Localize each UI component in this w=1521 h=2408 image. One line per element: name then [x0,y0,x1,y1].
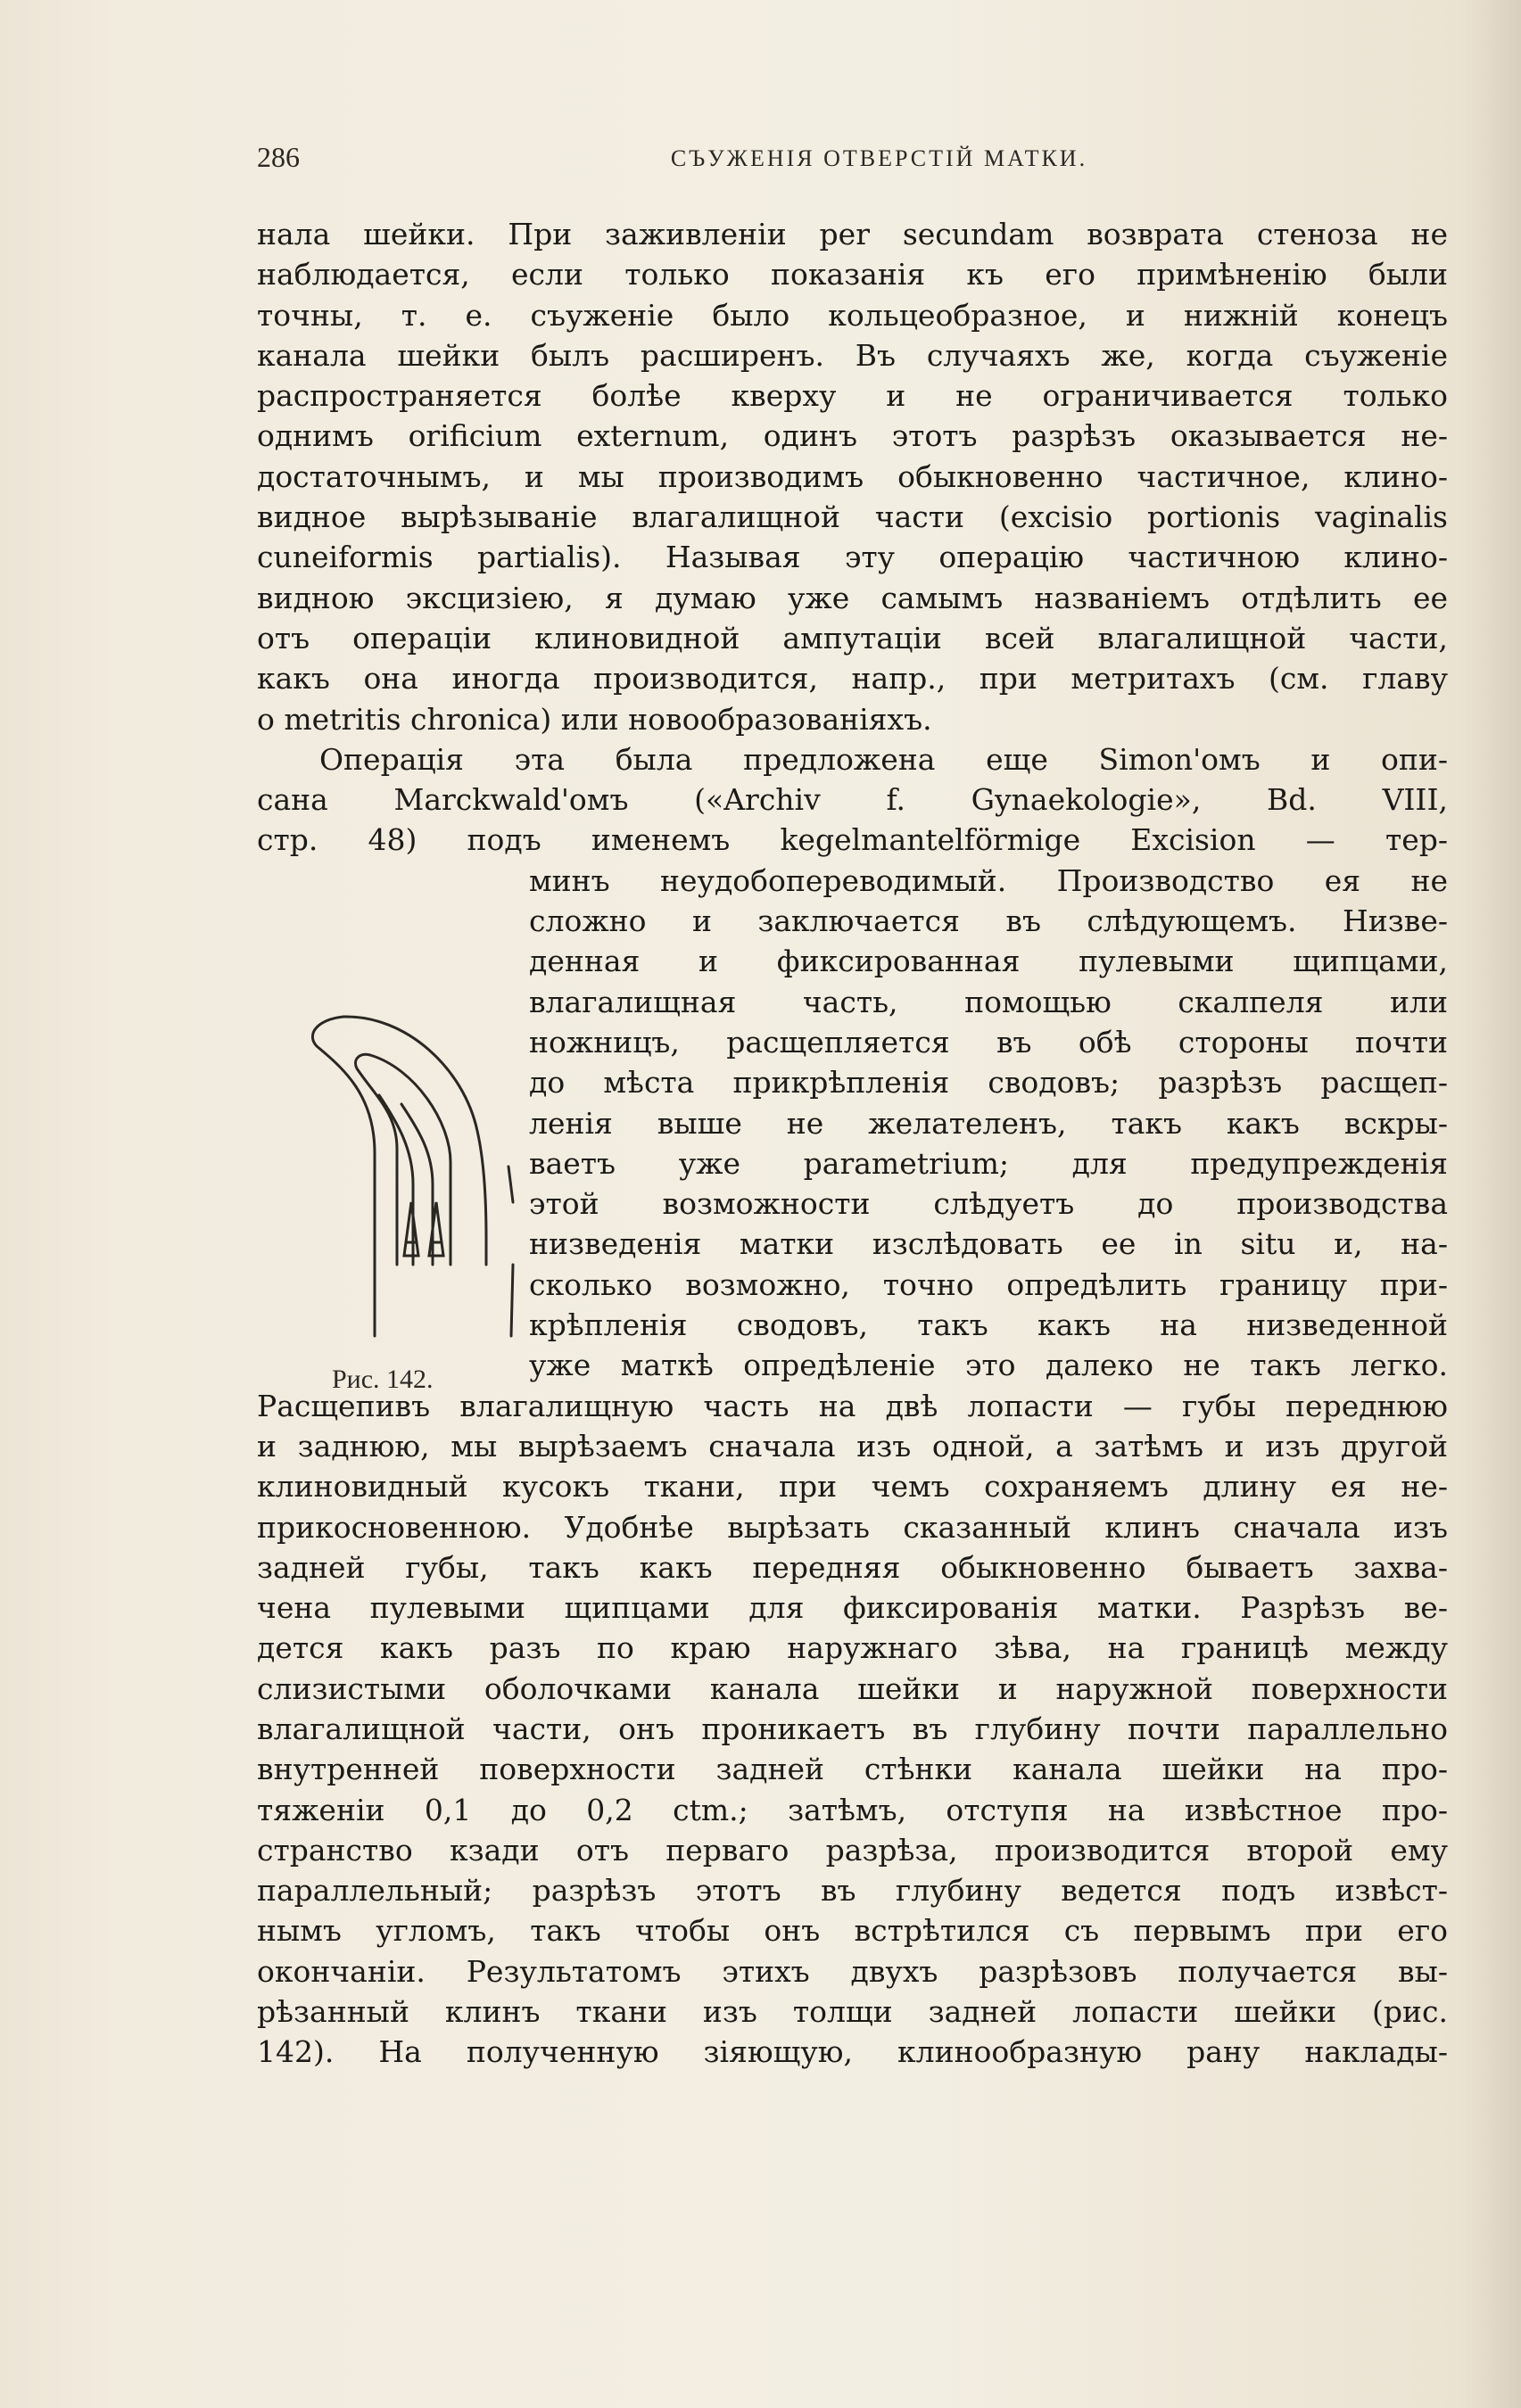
page-number: 286 [257,141,300,173]
text-line: отъ операціи клиновидной ампутаціи всей влагалищной части, [257,620,1448,656]
figure-caption: Рис. 142. [332,1365,434,1394]
text-line: ваетъ уже parametrium; для предупрежденія [529,1145,1448,1181]
text-line: Операція эта была предложена еще Simon'омъ и опи- [319,741,1448,777]
text-line: низведенія матки изслѣдовать ее in situ и, на- [529,1226,1448,1262]
text-line: какъ она иногда производится, напр., при метритахъ (см. главу [257,661,1448,697]
page-header [257,141,1448,177]
text-line: нала шейки. При заживленіи per secundam возврата стеноза не [257,217,1448,252]
text-line: 142). На полученную зіяющую, клинообразную рану наклады- [257,2034,1448,2070]
text-line: до мѣста прикрѣпленія сводовъ; разрѣзъ расщеп- [529,1065,1448,1101]
text-line: уже маткѣ опредѣленіе это далеко не такъ легко. [529,1348,1448,1383]
text-line: дется какъ разъ по краю наружнаго зѣва, на границѣ между [257,1630,1448,1666]
text-line: сана Marckwald'омъ («Archiv f. Gynaekologie», Bd. VIII, [257,782,1448,818]
text-line: стр. 48) подъ именемъ kegelmantelförmige Excision — тер- [257,822,1448,858]
text-line: параллельный; разрѣзъ этотъ въ глубину ведется подъ извѣст- [257,1873,1448,1909]
text-line: денная и фиксированная пулевыми щипцами, [529,944,1448,979]
text-line: этой возможности слѣдуетъ до производства [529,1186,1448,1222]
text-line: видною эксцизіею, я думаю уже самымъ названіемъ отдѣлить ее [257,580,1448,615]
text-line: задней губы, такъ какъ передняя обыкновенно бываетъ захва- [257,1549,1448,1585]
text-line: минъ неудобопереводимый. Производство ея не [529,862,1448,898]
text-line: влагалищная часть, помощью скалпеля или [529,984,1448,1019]
text-line: влагалищной части, онъ проникаетъ въ глубину почти параллельно [257,1711,1448,1746]
text-line: Расщепивъ влагалищную часть на двѣ лопасти — губы переднюю [257,1388,1448,1423]
text-line: и заднюю, мы вырѣзаемъ сначала изъ одной, а затѣмъ и изъ другой [257,1428,1448,1464]
text-line: крѣпленія сводовъ, такъ какъ на низведенной [529,1307,1448,1343]
text-line: cuneiformis partialis). Называя эту операцію частичною клино- [257,540,1448,575]
text-line: ножницъ, расщепляется въ обѣ стороны почти [529,1024,1448,1060]
text-line: о metritis chronica) или новообразованіяхъ. [257,701,932,737]
text-line: клиновидный кусокъ ткани, при чемъ сохраняемъ длину ея не- [257,1469,1448,1505]
body-text [257,214,1448,2073]
text-line: прикосновенною. Удобнѣе вырѣзать сказанный клинъ сначала изъ [257,1509,1448,1545]
text-line: достаточнымъ, и мы производимъ обыкновенно частичное, клино- [257,458,1448,494]
text-line: распространяется болѣе кверху и не ограничивается только [257,378,1448,414]
text-line: ленія выше не желателенъ, такъ какъ вскры- [529,1105,1448,1141]
text-line: тяженіи 0,1 до 0,2 ctm.; затѣмъ, отступя на извѣстное про- [257,1792,1448,1827]
text-line: чена пулевыми щипцами для фиксированія матки. Разрѣзъ ве- [257,1590,1448,1626]
text-line: точны, т. е. съуженіе было кольцеобразное, и нижній конецъ [257,297,1448,333]
text-line: канала шейки былъ расширенъ. Въ случаяхъ же, когда съуженіе [257,337,1448,373]
text-line: однимъ orificium externum, одинъ этотъ разрѣзъ оказывается не- [257,418,1448,454]
text-line: сложно и заключается въ слѣдующемъ. Низве- [529,903,1448,939]
text-line: странство кзади отъ перваго разрѣза, производится второй ему [257,1832,1448,1868]
text-line: видное вырѣзываніе влагалищной части (excisio portionis vaginalis [257,499,1448,535]
text-line: окончаніи. Результатомъ этихъ двухъ разрѣзовъ получается вы- [257,1953,1448,1989]
text-line: нымъ угломъ, такъ чтобы онъ встрѣтился съ первымъ при его [257,1913,1448,1949]
text-line: сколько возможно, точно опредѣлить границу при- [529,1266,1448,1302]
text-line: слизистыми оболочками канала шейки и наружной поверхности [257,1670,1448,1706]
text-line: наблюдается, если только показанія къ его примѣненію были [257,257,1448,293]
text-line: рѣзанный клинъ ткани изъ толщи задней лопасти шейки (рис. [257,1994,1448,2030]
text-line: внутренней поверхности задней стѣнки канала шейки на про- [257,1752,1448,1787]
running-title: СЪУЖЕНІЯ ОТВЕРСТІЙ МАТКИ. [670,145,1088,171]
